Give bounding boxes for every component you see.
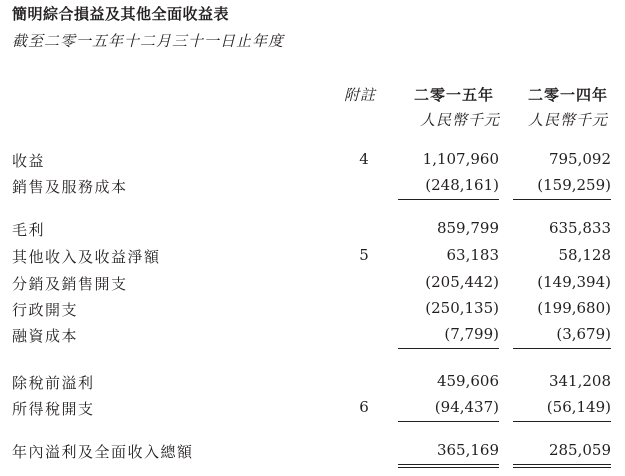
row-value-2014: (199,680)	[537, 299, 611, 317]
table-row-income-tax	[0, 398, 625, 420]
row-value-2015: (248,161)	[425, 176, 499, 194]
row-value-2015: 365,169	[436, 441, 499, 459]
table-row-administrative-expenses	[0, 299, 625, 321]
row-label: 分銷及銷售開支	[12, 275, 128, 293]
row-value-2015: 459,606	[436, 372, 499, 390]
year-2015-header: 二零一五年	[414, 86, 495, 104]
table-row-finance-costs	[0, 325, 625, 347]
row-label: 所得稅開支	[12, 400, 95, 418]
total-double-rule-2015-bottom	[398, 467, 499, 468]
total-double-rule-2014-top	[513, 464, 611, 465]
row-label: 除稅前溢利	[12, 374, 95, 392]
statement-title: 簡明綜合損益及其他全面收益表	[12, 5, 230, 23]
row-value-2014: (159,259)	[537, 176, 611, 194]
subtotal-rule-2014	[513, 421, 611, 422]
row-label: 年內溢利及全面收入總額	[12, 443, 194, 461]
note-column-header: 附註	[344, 86, 377, 104]
statement-subtitle: 截至二零一五年十二月三十一日止年度	[12, 32, 285, 50]
row-value-2014: (56,149)	[546, 398, 611, 416]
row-value-2014: 635,833	[548, 219, 611, 237]
row-value-2014: (3,679)	[556, 325, 611, 343]
total-double-rule-2014-bottom	[513, 467, 611, 468]
table-row-cost-of-sales	[0, 176, 625, 198]
table-row-total-comprehensive-income	[0, 441, 625, 463]
table-row-other-income	[0, 246, 625, 268]
row-note: 4	[359, 150, 369, 168]
unit-2015-header: 人民幣千元	[420, 111, 501, 129]
subtotal-rule-2014	[513, 348, 611, 349]
subtotal-rule-2015	[398, 421, 499, 422]
table-row-profit-before-tax	[0, 372, 625, 394]
table-row-revenue	[0, 150, 625, 172]
row-value-2014: 341,208	[548, 372, 611, 390]
row-value-2014: 285,059	[548, 441, 611, 459]
row-value-2015: (7,799)	[444, 325, 499, 343]
row-value-2014: 795,092	[548, 150, 611, 168]
row-note: 6	[359, 398, 369, 416]
subtotal-rule-2015	[398, 199, 499, 200]
row-value-2014: (149,394)	[537, 273, 611, 291]
row-note: 5	[359, 246, 369, 264]
row-value-2015: (250,135)	[425, 299, 499, 317]
total-double-rule-2015-top	[398, 464, 499, 465]
subtotal-rule-2014	[513, 199, 611, 200]
unit-2014-header: 人民幣千元	[528, 111, 609, 129]
row-value-2015: 63,183	[446, 246, 499, 264]
row-value-2015: 859,799	[436, 219, 499, 237]
table-row-gross-profit	[0, 219, 625, 241]
row-label: 毛利	[12, 221, 46, 239]
table-row-distribution-expenses	[0, 273, 625, 295]
row-label: 融資成本	[12, 327, 79, 345]
row-label: 收益	[12, 152, 46, 170]
row-value-2015: (94,437)	[434, 398, 499, 416]
row-value-2014: 58,128	[558, 246, 611, 264]
row-value-2015: (205,442)	[425, 273, 499, 291]
row-value-2015: 1,107,960	[422, 150, 499, 168]
subtotal-rule-2015	[398, 348, 499, 349]
row-label: 行政開支	[12, 301, 79, 319]
row-label: 銷售及服務成本	[12, 178, 128, 196]
row-label: 其他收入及收益淨額	[12, 248, 161, 266]
year-2014-header: 二零一四年	[528, 86, 609, 104]
